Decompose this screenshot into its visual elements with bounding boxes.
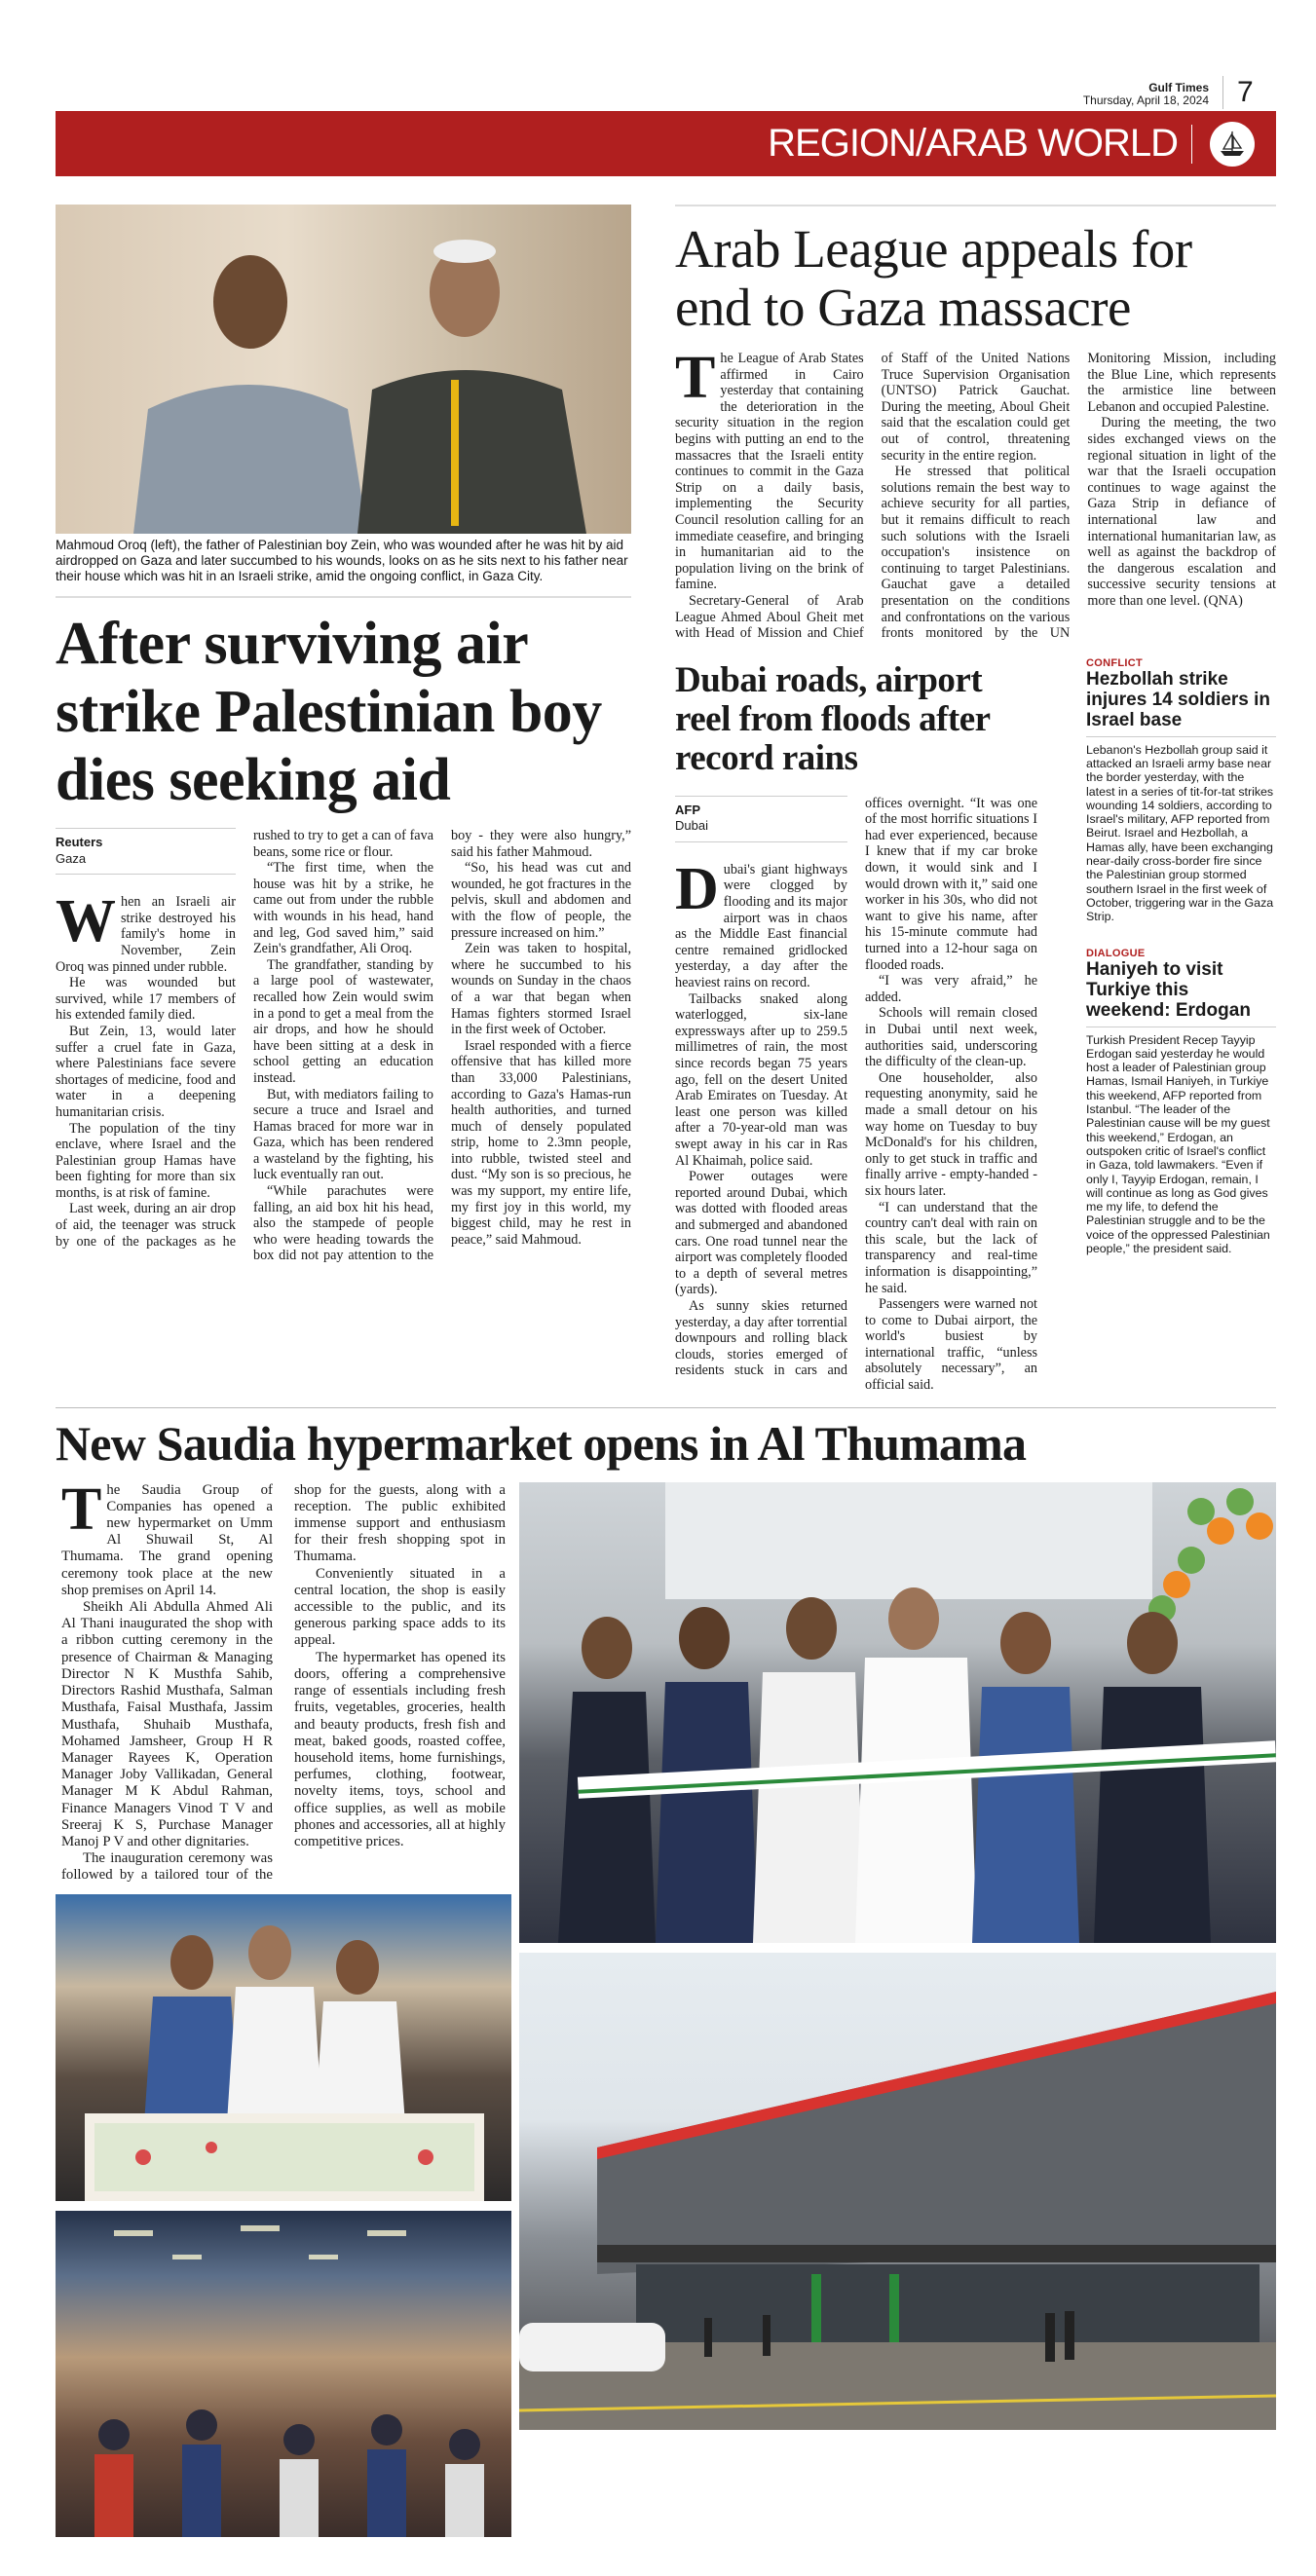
byline-agency: AFP — [675, 802, 700, 817]
brief-body: Lebanon's Hezbollah group said it attacked an Israeli army base near the border yesterday, with the latest in a series of tit-for-tat strikes wounding 14 soldiers, according to Israel's military, AFP reported from Beirut. Israel and Hezbollah, a Hamas ally, have been exchanging near-daily cross-border fire since the Palestinian group stormed southern Israel in the first week of October, triggering war in the Gaza Strip. — [1086, 742, 1274, 924]
article-paragraph: But Zein, 13, would later suffer a cruel fate in Gaza, where Palestinians face severe shortages of medicine, food and water in a deepening humanitarian crisis. — [56, 1023, 236, 1120]
byline — [675, 796, 847, 842]
article-paragraph: Zein was taken to hospital, where he succumbed to his wounds on Sunday in the chaos of a war that began when Hamas fighters stormed Israel in the first week of October. — [451, 941, 631, 1038]
article-paragraph: “So, his head was cut and wounded, he got fractures in the pelvis, skull and abdomen and with the flow of people, the pressure increased on him.” — [451, 860, 631, 941]
ribbon-cutting-photo — [519, 1482, 1276, 1943]
dhow-boat-icon — [1210, 122, 1255, 167]
article-paragraph: When an Israeli air strike destroyed his family's home in November, Zein Oroq was pinned under rubble. — [56, 888, 236, 975]
article-paragraph: Conveniently situated in a central location, the shop is easily accessible to the public, and its generous parking space adds to its appeal. — [294, 1565, 506, 1649]
article-paragraph: Passengers were warned not to come to Dubai airport, the world's busiest by international traffic, “unless absolutely necessary”, an official said. — [865, 1296, 1037, 1394]
article-paragraph: He stressed that political solutions remain the best way to achieve security for all parties, but it remains difficult to reach such solutions with the Israeli occupation's insistence on continuing to target Palestinians. Gauchat gave a detailed presentation on the conditions and confrontations on the various fronts monitored by the UN Monitoring Mission, including the Blue Line, which represents the armistice line between Lebanon and occupied Palestine. — [881, 351, 1276, 642]
masthead — [1083, 82, 1209, 107]
article-paragraph: The grandfather, standing by a large pool of wastewater, recalled how Zein would swim in a pond to get a meal from the air drops, and how he should have been sitting at a desk in school getting an education instead. — [253, 956, 433, 1086]
lower-right-row — [675, 657, 1276, 1394]
article-paragraph: “The first time, when the house was hit by a strike, he came out from under the rubble with wounds in his head, hand and leg, God saved him,” said Zein's grandfather, Ali Oroq. — [253, 860, 433, 957]
section-title: REGION/ARAB WORLD — [768, 122, 1178, 165]
article-paragraph: Last week, during an air drop of aid, the teenager was struck by one of the packages as he rushed to try to get a can of fava beans, some rice or flour. — [56, 828, 433, 1250]
article-paragraph: “I was very afraid,” he added. — [865, 973, 1037, 1005]
article-paragraph: The hypermarket has opened its doors, offering a comprehensive range of essentials including fresh fruits, vegetables, groceries, health and beauty products, fresh fish and meat, baked goods, roasted coffee, household items, home furnishings, perfumes, clothing, footwear, novelty items, toys, school and office supplies, as well as mobile phones and accessories, all at highly competitive prices. — [294, 1649, 506, 1849]
divider — [56, 1407, 1276, 1408]
article-paragraph: The population of the tiny enclave, where Israel and the Palestinian group Hamas have been fighting for more than six months, is at risk of famine. — [56, 1120, 236, 1201]
article-paragraph: But, with mediators failing to secure a truce and Israel and Hamas braced for more war in Gaza, which has been rendered a wasteland by the fighting, his luck eventually ran out. — [253, 1086, 433, 1183]
sidebar-brief-dialogue — [1086, 948, 1276, 1256]
page-number: 7 — [1222, 76, 1254, 109]
top-section — [56, 205, 1276, 1394]
brief-body: Turkish President Recep Tayyip Erdogan said yesterday he would host a leader of Palestinian group Hamas, Ismail Haniyeh, in Turkiye this weekend, AFP reported from Istanbul. “The leader of the Palestinian cause will be my guest this weekend,” Erdogan, an outspoken critic of Israel's conflict in Gaza, told lawmakers. “Even if only I, Tayyip Erdogan, remain, I will continue as long as God gives me my life, to defend the Palestinian struggle and to be the voice of the oppressed Palestinian people,” the president said. — [1086, 1032, 1270, 1255]
article-paragraph: Sheikh Ali Abdulla Ahmed Ali Al Thani inaugurated the shop with a ribbon cutting ceremony in the presence of Chairman & Managing Director N K Musthfa Sahib, Directors Rashid Musthafa, Salman Musthafa, Faisal Musthafa, Jassim Musthafa, Shuhaib Musthafa, Mohamed Jamsheer, Group H R Manager Rayees K, Operation Manager Joby Vallikadan, General Manager M K Abdul Rahman, Finance Managers Vinod T V and Sreeraj K S, Purchase Manager Manoj P V and other dignitaries. — [61, 1599, 273, 1849]
article-paragraph: The League of Arab States affirmed in Cairo yesterday that containing the deterioration in the security situation in the region begins with putting an end to the massacres that the Israeli entity continues to commit in the Gaza Strip on a daily basis, implementing the Security Council resolution calling for an immediate ceasefire, and bringing in humanitarian aid to the population living on the brink of famine. — [675, 345, 864, 593]
divider — [1191, 125, 1192, 164]
dubai-headline: Dubai roads, airport reel from floods after record rains — [675, 659, 990, 778]
article-paragraph: One householder, also requesting anonymity, said he made a small detour on his way home on Tuesday to buy McDonald's for his children, only to get stuck in traffic and finally arrive - empty-handed - six hours later. — [865, 1069, 1037, 1199]
saudia-left-column — [56, 1475, 511, 2537]
article-paragraph: During the meeting, the two sides exchanged views on the regional situation in light of the war that the Israeli occupation continues to wage against the Gaza Strip in defiance of international law and international humanitarian law, as well as against the backdrop of the dangerous escalation and successive security tensions at more than one level. (QNA) — [1087, 415, 1276, 609]
byline-agency: Reuters — [56, 835, 103, 849]
saudia-right-column — [519, 1482, 1276, 2537]
article-paragraph: The inauguration ceremony was followed by a tailored tour of the shop for the guests, along with a reception. The public exhibited immense support and enthusiasm for their fresh shopping spot in Thumama. — [61, 1481, 506, 1884]
dubai-story — [675, 657, 1037, 1394]
arab-league-headline: Arab League appeals for end to Gaza massacre — [675, 219, 1192, 337]
article-paragraph: “I can understand that the country can't deal with rain on this scale, but the lack of transparency and real-time information is disappointing,” he said. — [865, 1199, 1037, 1296]
gaza-headline: After surviving air strike Palestinian boy dies seeking aid — [56, 611, 602, 813]
gaza-photo — [56, 205, 631, 534]
article-paragraph: Schools will remain closed in Dubai until next week, authorities said, underscoring the difficulty of the clean-up. — [865, 1005, 1037, 1070]
saudia-article-body — [56, 1475, 511, 1885]
sidebar — [1086, 657, 1276, 1394]
divider — [675, 205, 1276, 206]
photo-caption: Mahmoud Oroq (left), the father of Palestinian boy Zein, who was wounded after he was hit by aid airdropped on Gaza and later succumbed to his wounds, looks on as he sits next to his father near their house which was hit in an Israeli strike, amid the ongoing conflict, in Gaza City. — [56, 538, 628, 583]
article-paragraph: The Saudia Group of Companies has opened a new hypermarket on Umm Al Shuwail St, Al Thumama. The grand opening ceremony took place at the new shop premises on April 14. — [61, 1475, 273, 1598]
store-interior-photo — [56, 2211, 511, 2537]
sidebar-brief-conflict — [1086, 657, 1276, 924]
article-paragraph: He was wounded but survived, while 17 members of his extended family died. — [56, 975, 236, 1024]
article-paragraph: Power outages were reported around Dubai, which was dotted with flooded areas and submerged and abandoned cars. One road tunnel near the airport was completely flooded to a depth of several metres (yards). — [675, 1169, 847, 1298]
saudia-headline: New Saudia hypermarket opens in Al Thumama — [56, 1415, 1027, 1471]
article-paragraph: Israel responded with a fierce offensive that has killed more than 33,000 Palestinians, according to Gaza's Hamas-run health authorities, and turned much of densely populated strip, home to 2.3mn people, into rubble, twisted steel and dust. “My son is so precious, he was my support, my entire life, my first joy in this world, my biggest child, may he rest in peace,” said Mahmoud. — [451, 1037, 631, 1248]
article-paragraph: Tailbacks snaked along waterlogged, six-lane expressways after up to 259.5 millimetres of rain, the most since records began 75 years ago, fell on the desert United Arab Emirates on Tuesday. At least one person was killed after a 70-year-old man was swept away in his car in Ras Al Khaimah, police said. — [675, 990, 847, 1169]
divider — [56, 596, 631, 598]
arab-league-article-body — [675, 345, 1276, 642]
article-paragraph: As sunny skies returned yesterday, a day after torrential downpours and rolling black clouds, stories emerged of residents stuck in cars and offices overnight. “It was one of the most horrific situations I had ever experienced, because I knew that if my car broke down, it would sink and I would drown with it,” said one worker in his 30s, who did not want to give his name, after his 15-minute commute had turned into a 12-hour saga on flooded roads. — [675, 795, 1037, 1379]
brief-tag: CONFLICT — [1086, 656, 1144, 669]
store-exterior-photo — [519, 1953, 1276, 2430]
brief-headline: Haniyeh to visit Turkiye this weekend: Erdogan — [1086, 959, 1276, 1027]
byline — [56, 828, 236, 875]
publication-name: Gulf Times — [1148, 81, 1209, 94]
brief-headline: Hezbollah strike injures 14 soldiers in Israel base — [1086, 669, 1276, 737]
article-paragraph: Dubai's giant highways were clogged by flooding and its major airport was in chaos as the Middle East financial centre remained gridlocked yesterday, a day after the heaviest rains on record. — [675, 855, 847, 991]
dubai-article-body — [675, 796, 1037, 1394]
gaza-story — [56, 205, 631, 1394]
section-banner — [56, 111, 1276, 176]
right-column — [675, 205, 1276, 1394]
cake-cutting-photo — [56, 1894, 511, 2201]
brief-tag: DIALOGUE — [1086, 947, 1146, 959]
article-paragraph: “While parachutes were falling, an aid box hit his head, also the stampede of people who were heading towards the box did not pay attention to the boy - they were also hungry,” said his father Mahmoud. — [253, 828, 631, 1264]
gaza-article-body — [56, 828, 631, 1264]
byline-dateline: Gaza — [56, 850, 87, 866]
saudia-section — [56, 1475, 1276, 2537]
issue-date: Thursday, April 18, 2024 — [1082, 93, 1209, 108]
byline-dateline: Dubai — [675, 818, 708, 834]
article-paragraph: Secretary-General of Arab League Ahmed Aboul Gheit met with Head of Mission and Chief of Staff of the United Nations Truce Supervision Organisation (UNTSO) Patrick Gauchat. During the meeting, Aboul Gheit said that the escalation could get out of control, threatening security in the entire region. — [675, 351, 1071, 642]
